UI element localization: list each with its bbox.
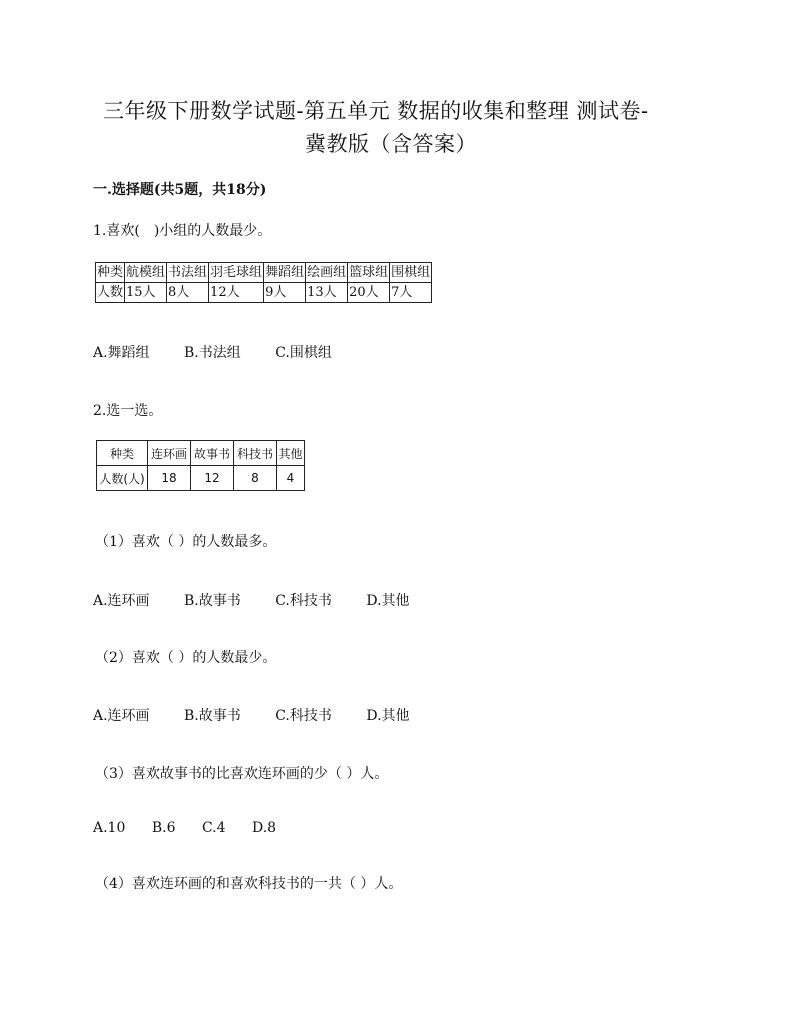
table-cell: 围棋组 <box>390 263 432 283</box>
question-2-table <box>96 440 305 491</box>
option-c[interactable]: C.4 <box>201 820 226 836</box>
option-b[interactable]: B.故事书 <box>184 708 241 724</box>
table-cell: 其他 <box>277 441 305 466</box>
question-2-sub3-options <box>93 820 276 836</box>
table-cell: 15人 <box>125 283 167 303</box>
question-1-text: 1.喜欢( )小组的人数最少。 <box>93 223 272 239</box>
table-header-row <box>97 441 305 466</box>
table-cell: 羽毛球组 <box>209 263 264 283</box>
table-cell: 故事书 <box>191 441 234 466</box>
question-2-sub2-options <box>93 705 410 725</box>
option-a[interactable]: A.连环画 <box>93 708 150 724</box>
question-2-text: 2.选一选。 <box>93 403 163 419</box>
table-cell: 人数(人) <box>97 466 148 491</box>
option-c[interactable]: C.围棋组 <box>275 345 332 361</box>
table-cell: 7人 <box>390 283 432 303</box>
option-b[interactable]: B.6 <box>151 820 176 836</box>
question-2-sub3-text: （3）喜欢故事书的比喜欢连环画的少（ ）人。 <box>95 766 389 782</box>
option-d[interactable]: D.8 <box>251 820 277 836</box>
question-2-sub4-text: （4）喜欢连环画的和喜欢科技书的一共（ ）人。 <box>95 876 403 892</box>
option-d[interactable]: D.其他 <box>366 593 410 609</box>
section-heading: 一.选择题(共5题，共18分) <box>93 182 267 198</box>
table-cell: 舞蹈组 <box>264 263 306 283</box>
question-2-sub1-text: （1）喜欢（ ）的人数最多。 <box>95 534 277 550</box>
option-a[interactable]: A.舞蹈组 <box>93 345 150 361</box>
table-cell: 20人 <box>348 283 390 303</box>
question-1-table <box>95 262 432 303</box>
table-cell: 书法组 <box>167 263 209 283</box>
option-c[interactable]: C.科技书 <box>275 708 332 724</box>
table-cell: 8人 <box>167 283 209 303</box>
table-header-row <box>96 263 432 283</box>
option-a[interactable]: A.10 <box>93 820 126 836</box>
table-cell: 18 <box>148 466 191 491</box>
table-cell: 12人 <box>209 283 264 303</box>
table-cell: 篮球组 <box>348 263 390 283</box>
table-cell: 航模组 <box>125 263 167 283</box>
table-cell: 连环画 <box>148 441 191 466</box>
doc-title-line1: 三年级下册数学试题-第五单元 数据的收集和整理 测试卷- <box>103 99 649 123</box>
table-cell: 绘画组 <box>306 263 348 283</box>
question-1-options <box>93 342 332 362</box>
table-row <box>97 466 305 491</box>
option-d[interactable]: D.其他 <box>366 708 410 724</box>
table-cell: 8 <box>234 466 277 491</box>
table-cell: 4 <box>277 466 305 491</box>
doc-title-line2: 冀教版（含答案） <box>305 132 477 156</box>
question-2-sub1-options <box>93 590 410 610</box>
table-cell: 人数 <box>96 283 125 303</box>
table-cell: 12 <box>191 466 234 491</box>
option-a[interactable]: A.连环画 <box>93 593 150 609</box>
option-b[interactable]: B.故事书 <box>184 593 241 609</box>
table-row <box>96 283 432 303</box>
table-cell: 9人 <box>264 283 306 303</box>
table-cell: 13人 <box>306 283 348 303</box>
table-cell: 种类 <box>97 441 148 466</box>
option-b[interactable]: B.书法组 <box>184 345 241 361</box>
table-cell: 种类 <box>96 263 125 283</box>
table-cell: 科技书 <box>234 441 277 466</box>
question-2-sub2-text: （2）喜欢（ ）的人数最少。 <box>95 650 277 666</box>
option-c[interactable]: C.科技书 <box>275 593 332 609</box>
